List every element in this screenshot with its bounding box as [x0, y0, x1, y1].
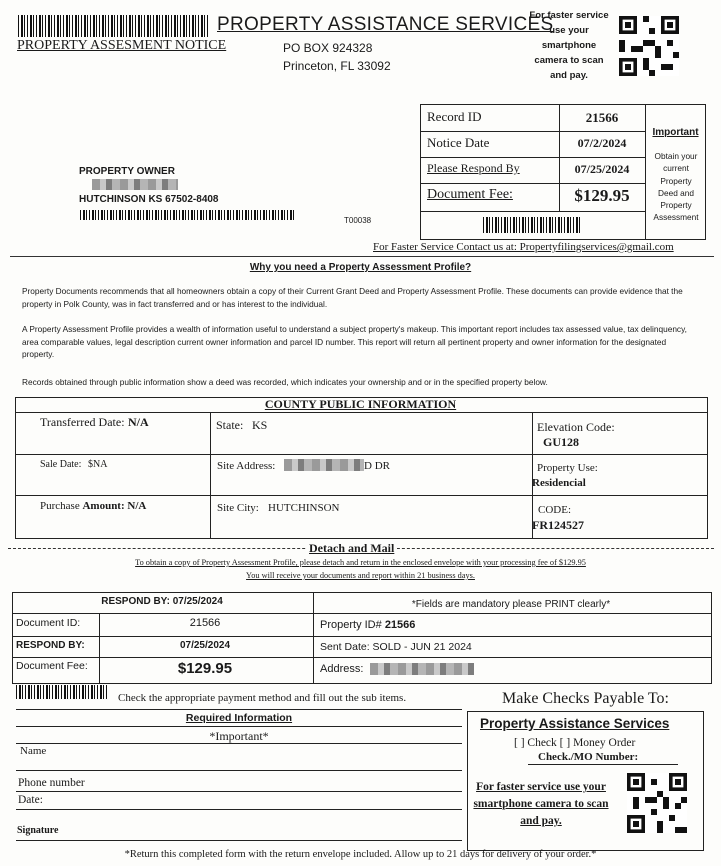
signature-label: Signature [17, 825, 59, 836]
detach-line1: To obtain a copy of Property Assessment Profile, please detach and return in the enclosed envelope with your processing fee of $129.95 [135, 558, 586, 567]
sale-label: Sale Date: [40, 459, 82, 470]
record-id-value: 21566 [585, 110, 619, 125]
stub-doc-id-label: Document ID: [16, 617, 81, 629]
code-label: CODE: [538, 504, 571, 516]
payable-qr-code-icon[interactable] [627, 772, 687, 834]
divider-top [10, 256, 714, 257]
site-address-label: Site Address: [217, 460, 276, 472]
why-paragraph-3: Records obtained through public information show a deed was recorded, which indicates your ownership and or in the specified property below. [22, 377, 548, 387]
form-important: *Important* [209, 729, 269, 743]
notice-date-value: 07/2/2024 [577, 136, 627, 150]
phone-label: Phone number [18, 777, 85, 789]
site-city-value: HUTCHINSON [268, 502, 340, 514]
record-id-label: Record ID [427, 109, 482, 124]
phone-field[interactable] [16, 791, 462, 792]
stub-respond-header: RESPOND BY: 07/25/2024 [101, 596, 223, 607]
stub-mandatory: *Fields are mandatory please PRINT clearly* [411, 599, 611, 610]
site-city-label: Site City: [217, 502, 259, 514]
date-label: Date: [18, 794, 43, 806]
elevation-value: GU128 [543, 435, 579, 449]
owner-city-line: HUTCHINSON KS 67502-8408 [79, 194, 219, 205]
name-label: Name [20, 745, 47, 757]
detach-line2: You will receive your documents and report within 21 business days. [246, 571, 475, 580]
purchase-label: Purchase Amount: N/A [40, 500, 147, 512]
why-paragraph-1: Property Documents recommends that all homeowners obtain a copy of their Current Grant Deed and Property Assessment Profile. These documents can provide evidence that the property in Polk County, was in fact transferred and or has interest to the individual. [22, 286, 683, 309]
required-title: Required Information [185, 712, 293, 724]
important-text: Obtain your current Property Deed and Property Assessment [653, 151, 699, 223]
stub-fee-label: Document Fee: [16, 660, 88, 672]
transferred-label: Transferred Date: [40, 415, 125, 429]
po-box: PO BOX 924328 [283, 41, 373, 55]
transferred-value: N/A [128, 415, 149, 429]
payable-title: Make Checks Payable To: [502, 690, 669, 707]
payment-barcode [16, 685, 108, 699]
signature-field[interactable] [16, 840, 462, 841]
notice-title: PROPERTY ASSESMENT NOTICE [17, 38, 227, 53]
date-field[interactable] [16, 809, 462, 810]
property-use-value: Residencial [532, 477, 586, 489]
top-barcode [18, 15, 210, 37]
owner-barcode [80, 210, 294, 220]
name-field[interactable] [16, 770, 462, 771]
stub-property-id: Property ID# 21566 [320, 619, 416, 631]
site-address-redacted [284, 459, 364, 471]
form-top-line [16, 709, 462, 710]
record-box [420, 104, 706, 240]
check-number-line [528, 764, 678, 765]
org-name: PROPERTY ASSISTANCE SERVICES [217, 14, 554, 35]
required-line [16, 726, 462, 727]
owner-label: PROPERTY OWNER [79, 166, 175, 177]
check-options[interactable]: [ ] Check [ ] Money Order [514, 737, 636, 749]
stub-sent-date: Sent Date: SOLD - JUN 21 2024 [320, 641, 472, 653]
payable-qr-caption: For faster service use your smartphone camera to scan and pay. [473, 781, 609, 827]
record-barcode [483, 217, 581, 233]
check-number-label: Check./MO Number: [538, 751, 639, 763]
why-heading: Why you need a Property Assessment Profile? [249, 262, 472, 273]
payable-name: Property Assistance Services [480, 716, 670, 731]
elevation-label: Elevation Code: [537, 420, 615, 434]
site-address-suffix: D DR [364, 460, 390, 472]
code-value: FR124527 [532, 518, 584, 532]
state-label: State: [216, 418, 244, 432]
why-paragraph-2: A Property Assessment Profile provides a wealth of information useful to understand a subject property's makeup. This important report includes tax assessed value, tax delinquency, area comparable values, legal description current owner information and parcel ID number. This report will return all pertinent property and owner information for the designated property. [22, 324, 687, 359]
qr-caption-top: For faster service use your smartphone camera to scan and pay. [529, 10, 609, 81]
respond-by-value: 07/25/2024 [574, 162, 630, 176]
property-use-label: Property Use: [537, 462, 598, 474]
important-line [16, 743, 462, 744]
stub-fee-value: $129.95 [177, 660, 233, 677]
detach-title: Detach and Mail [306, 541, 397, 556]
stub-doc-id-value: 21566 [189, 617, 221, 629]
footer-note: *Return this completed form with the return envelope included. Allow up to 21 days for delivery of your order.* [124, 849, 597, 860]
contact-line[interactable]: For Faster Service Contact us at: Propertyfilingservices@gmail.com [373, 241, 674, 253]
stub-address-label: Address: [320, 663, 364, 675]
stub-address-redacted [370, 663, 474, 675]
owner-code: T00038 [344, 216, 372, 225]
stub-respond-value: 07/25/2024 [179, 640, 231, 651]
payment-instruction: Check the appropriate payment method and fill out the sub items. [118, 692, 407, 704]
county-title: COUNTY PUBLIC INFORMATION [264, 397, 457, 411]
city-zip: Princeton, FL 33092 [283, 59, 391, 73]
qr-code-icon[interactable] [619, 15, 679, 77]
document-fee-label: Document Fee: [427, 187, 513, 202]
sale-value: $NA [88, 459, 108, 470]
respond-by-label: Please Respond By [427, 161, 520, 175]
notice-date-label: Notice Date [427, 135, 490, 150]
important-title: Important [652, 127, 699, 138]
document-fee-value: $129.95 [574, 186, 630, 205]
owner-name-redacted [92, 179, 178, 190]
state-value: KS [252, 418, 268, 432]
stub-respond-label: RESPOND BY: [16, 640, 85, 651]
